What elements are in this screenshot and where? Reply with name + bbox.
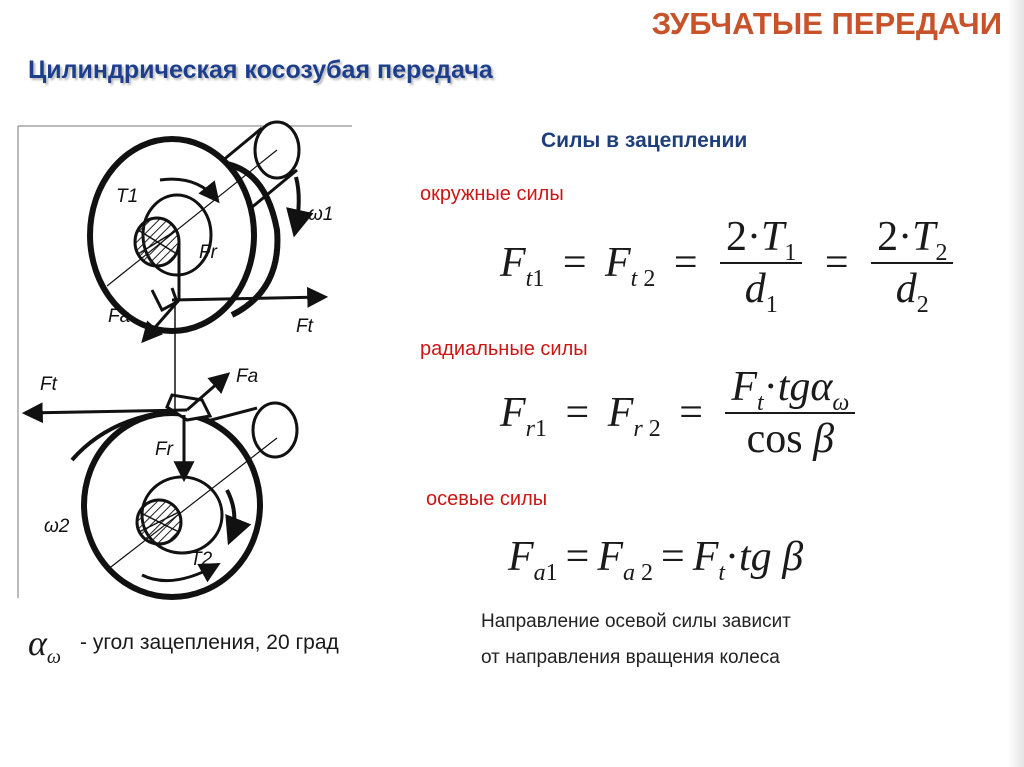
label-Ft-right: Ft — [296, 316, 313, 337]
axial-forces-label: осевые силы — [426, 488, 548, 510]
forces-heading: Силы в зацеплении — [541, 129, 748, 152]
formula-circumferential: $F_{t1} = F_{t 2}$ = $\frac{2\cdot T_1}{d_1}$ = $\frac{2\cdot T_2}{d_2}$ — [500, 216, 957, 310]
label-Fa-top: Fa — [108, 306, 131, 327]
note-line-2: от направления вращения колеса — [481, 647, 780, 668]
note-line-1: Направление осевой силы зависит — [481, 611, 791, 632]
alpha-omega-symbol: $\alpha_\omega$ — [28, 623, 62, 668]
pressure-angle-note: - угол зацепления, 20 град — [80, 631, 339, 654]
label-Fr-bottom: Fr — [155, 439, 173, 460]
helical-gear-diagram — [12, 120, 357, 605]
slide-header: ЗУБЧАТЫЕ ПЕРЕДАЧИ — [651, 6, 1002, 41]
label-Fa-mid: Fa — [236, 366, 259, 387]
circumferential-forces-label: окружные силы — [420, 183, 564, 205]
label-T1: T1 — [116, 186, 139, 207]
label-Ft-left: Ft — [40, 374, 57, 395]
formula-radial: $F_{r1} = F_{r 2}$ = $\frac{F_t\cdot tg\alpha_\omega}{\text{cos β}}$ — [500, 366, 859, 460]
formula-axial: $F_{a1} = F_{a 2} = F_t\cdot tg$ β — [508, 534, 804, 586]
label-Fr-top: Fr — [199, 242, 217, 263]
label-omega2: ω2 — [44, 516, 70, 537]
slide-edge-shade — [1008, 0, 1024, 767]
slide-subtitle: Цилиндрическая косозубая передача — [28, 56, 493, 84]
label-omega1: ω1 — [308, 204, 334, 225]
axial-force-note — [481, 604, 791, 676]
label-T2: T2 — [190, 549, 213, 570]
radial-forces-label: радиальные силы — [420, 338, 588, 360]
